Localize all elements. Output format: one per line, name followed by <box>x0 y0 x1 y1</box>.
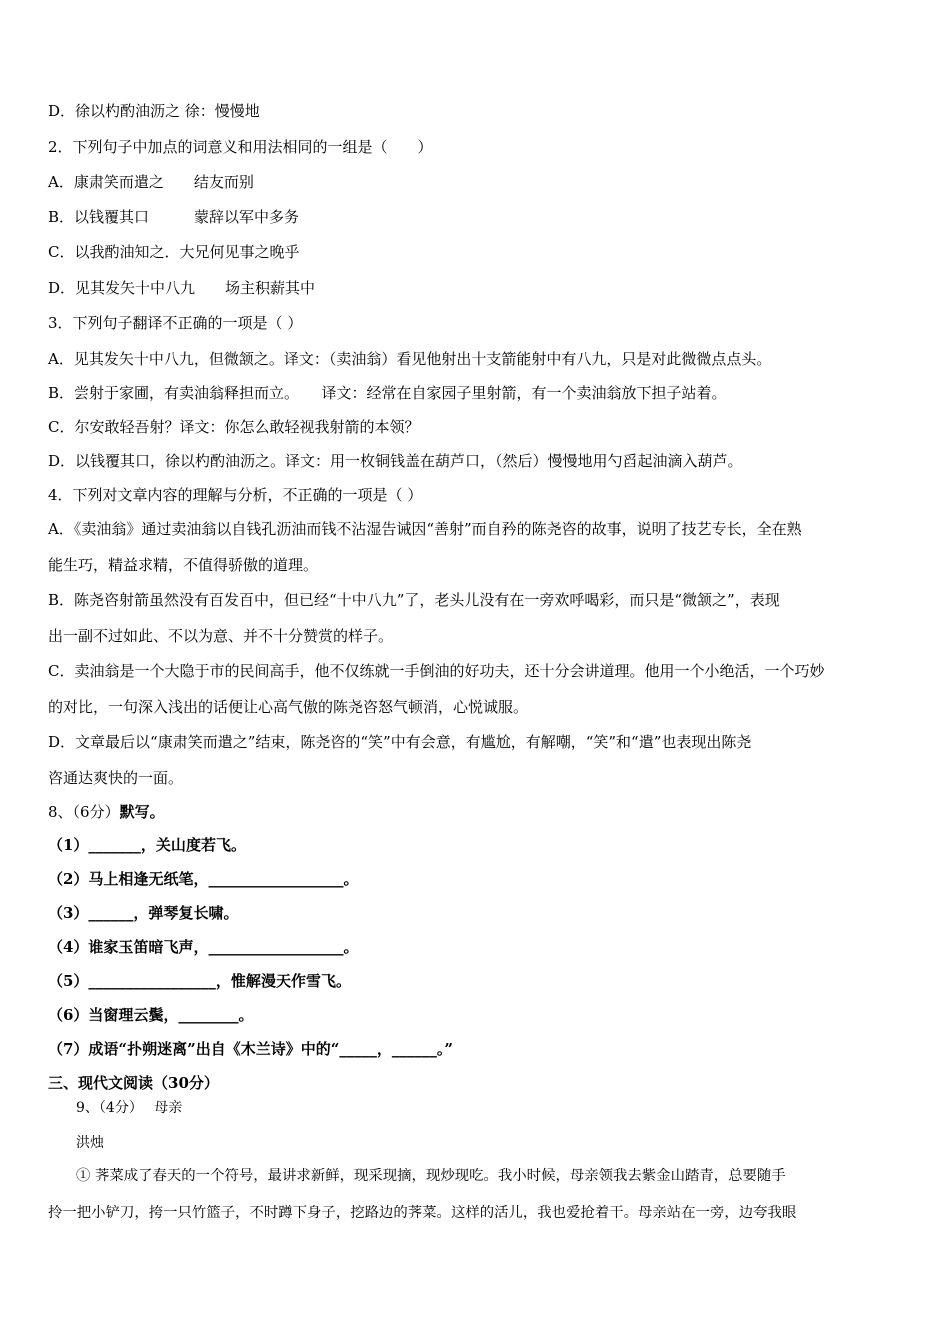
dictation-item-3: （3）______，弹琴复长啸。 <box>48 904 239 922</box>
option-b-q4-line2: 出一副不过如此、不以为意、并不十分赞赏的样子。 <box>48 627 394 645</box>
question-8-title: 默写。 <box>119 803 165 821</box>
option-c-q4-line1: C．卖油翁是一个大隐于市的民间高手，他不仅练就一手倒油的好功夫，还十分会讲道理。他用一个小绝活，一个巧妙 <box>48 662 825 680</box>
dictation-item-7: （7）成语“扑朔迷离”出自《木兰诗》中的“_____，______。” <box>48 1040 453 1058</box>
question-8 <box>48 802 165 822</box>
article-paragraph-1-line2: 拎一把小铲刀，挎一只竹篮子，不时蹲下身子，挖路边的荠菜。这样的活儿，我也爱抢着干。母亲站在一旁，边夸我眼 <box>48 1205 797 1221</box>
option-d-q3: D．以钱覆其口，徐以杓酌油沥之。译文：用一枚铜钱盖在葫芦口，（然后）慢慢地用勺舀起油滴入葫芦。 <box>48 452 743 470</box>
option-d-q1: D．徐以杓酌油沥之 徐：慢慢地 <box>48 102 260 120</box>
option-d-q2: D．见其发矢十中八九 场主积薪其中 <box>48 279 316 297</box>
option-b-q3: B．尝射于家圃，有卖油翁释担而立。 译文：经常在自家园子里射箭，有一个卖油翁放下担子站着。 <box>48 384 727 402</box>
option-d-q4-line1: D．文章最后以“康肃笑而遣之”结束，陈尧咨的“笑”中有会意，有尴尬，有解嘲，“笑”和“遣”也表现出陈尧 <box>48 733 752 751</box>
question-3: 3．下列句子翻译不正确的一项是（ ） <box>48 314 303 332</box>
dictation-item-5: （5）_________________，惟解漫天作雪飞。 <box>48 972 351 990</box>
article-author: 洪烛 <box>76 1135 104 1151</box>
question-9-title: 9、（4分） 母亲 <box>76 1100 183 1116</box>
dictation-item-6: （6）当窗理云鬓，________。 <box>48 1006 254 1024</box>
question-4: 4．下列对文章内容的理解与分析，不正确的一项是（ ） <box>48 486 423 504</box>
article-paragraph-1-line1: ① 荠菜成了春天的一个符号，最讲求新鲜，现采现摘，现炒现吃。我小时候，母亲领我去紫金山踏青，总要随手 <box>76 1168 786 1184</box>
option-c-q4-line2: 的对比，一句深入浅出的话便让心高气傲的陈尧咨怒气顿消，心悦诚服。 <box>48 698 529 716</box>
option-c-q3: C．尔安敢轻吾射？译文：你怎么敢轻视我射箭的本领？ <box>48 418 420 436</box>
section-heading: 三、现代文阅读（30分） <box>48 1074 219 1092</box>
question-8-number: 8、（6分） <box>48 803 120 821</box>
option-b-q2: B．以钱覆其口 蒙辞以军中多务 <box>48 208 300 226</box>
question-2: 2．下列句子中加点的词意义和用法相同的一组是（ ） <box>48 138 433 156</box>
option-a-q3: A．见其发矢十中八九，但微颔之。译文：（卖油翁）看见他射出十支箭能射中有八九，只是对此微微点点头。 <box>48 350 772 368</box>
option-a-q4-line1: A．《卖油翁》通过卖油翁以自钱孔沥油而钱不沾湿告诫因“善射”而自矜的陈尧咨的故事，说明了技艺专长，全在熟 <box>48 520 802 538</box>
dictation-item-4: （4）谁家玉笛暗飞声，__________________。 <box>48 938 359 956</box>
dictation-item-1: （1）_______，关山度若飞。 <box>48 836 246 854</box>
option-d-q4-line2: 咨通达爽快的一面。 <box>48 769 184 787</box>
dictation-item-2: （2）马上相逢无纸笔，__________________。 <box>48 870 359 888</box>
option-c-q2: C．以我酌油知之．大兄何见事之晚乎 <box>48 243 300 261</box>
option-a-q2: A．康肃笑而遣之 结友而别 <box>48 173 254 191</box>
option-a-q4-line2: 能生巧，精益求精，不值得骄傲的道理。 <box>48 556 319 574</box>
option-b-q4-line1: B．陈尧咨射箭虽然没有百发百中，但已经“十中八九”了，老头儿没有在一旁欢呼喝彩，而只是“微颔之”，表现 <box>48 591 780 609</box>
